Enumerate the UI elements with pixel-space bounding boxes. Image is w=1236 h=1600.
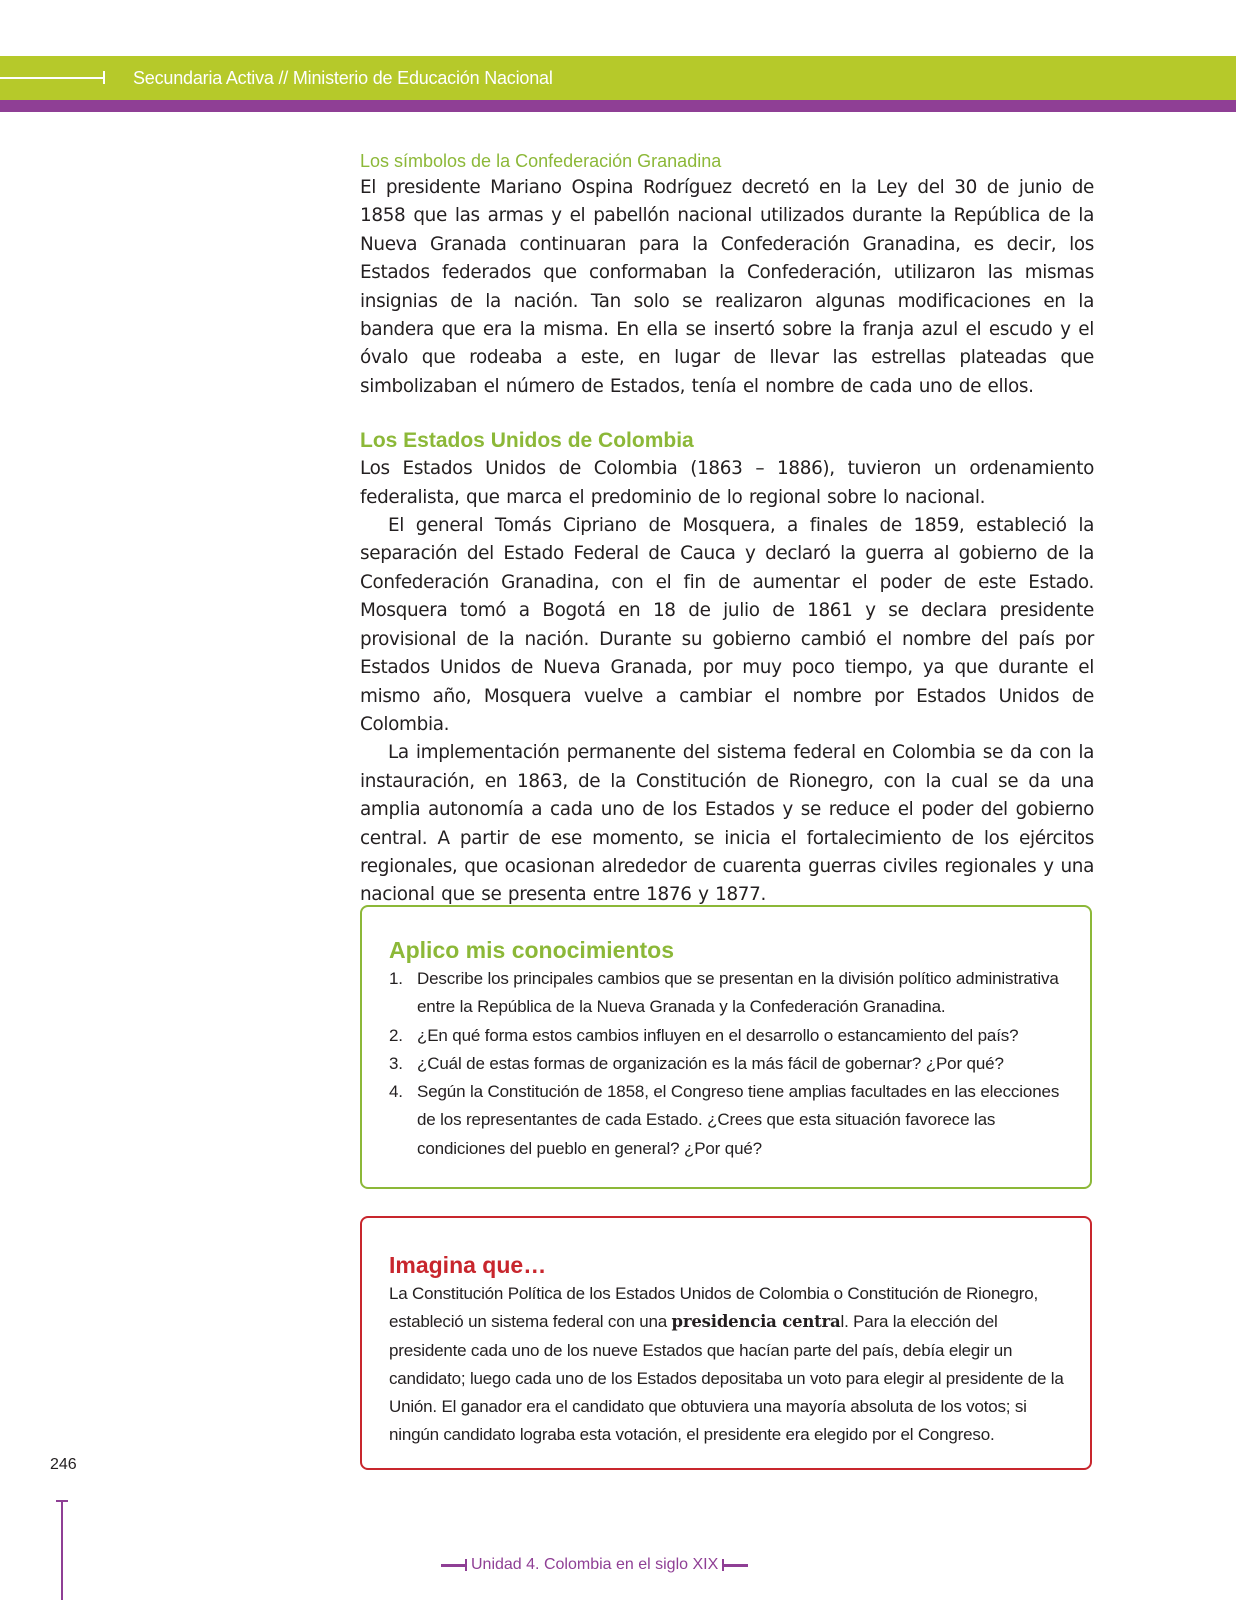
margin-rule-tick — [56, 1500, 68, 1502]
list-item — [389, 1050, 1064, 1078]
section-title-estados-unidos: Los Estados Unidos de Colombia — [360, 429, 694, 453]
item-text: ¿Cuál de estas formas de organización es la más fácil de gobernar? ¿Por qué? — [417, 1053, 1004, 1073]
footer — [0, 1553, 1236, 1577]
footer-rule-right — [724, 1564, 748, 1567]
item-text: Según la Constitución de 1858, el Congreso tiene amplias facultades en las elecciones de los representantes de cada Estado. ¿Crees que esta situación favorece las condiciones del pueblo en general? ¿Por qué? — [417, 1082, 1060, 1158]
footer-unit-label: Unidad 4. — [471, 1556, 540, 1573]
imagina-box — [360, 1216, 1092, 1470]
list-item — [389, 1022, 1064, 1050]
item-number: 3. — [389, 1053, 403, 1073]
footer-rule-left — [441, 1564, 465, 1567]
header-accent-bar — [0, 100, 1236, 112]
question-list — [389, 965, 1064, 1163]
imagina-title: Imagina que… — [389, 1252, 547, 1278]
footer-unit-title: Colombia en el siglo XIX — [543, 1556, 719, 1573]
item-text: ¿En qué forma estos cambios influyen en el desarrollo o estancamiento del país? — [417, 1025, 1019, 1045]
section-paragraph: Los Estados Unidos de Colombia (1863 – 1886), tuvieron un ordenamiento federalista, que marca el predominio de lo regional sobre lo nacional. — [360, 458, 1094, 508]
page-number: 246 — [50, 1456, 77, 1473]
footer-tick-left — [465, 1559, 467, 1571]
margin-rule — [61, 1500, 63, 1600]
aplico-box — [360, 905, 1092, 1189]
section-paragraph: La implementación permanente del sistema federal en Colombia se da con la instauración, en 1863, de la Constitución de Rionegro, con la cual se da una amplia autonomía a cada uno de los Estados y se reduce el poder del gobierno central. A partir de ese momento, se inicia el fortalecimiento de los ejércitos regionales, que ocasionan alrededor de cuarenta guerras civiles regionales y una nacional que se presenta entre 1876 y 1877. — [360, 742, 1094, 906]
footer-content — [441, 1553, 748, 1577]
header-rule-tick — [103, 71, 105, 84]
imagina-text: La Constitución Política de los Estados Unidos de Colombia o Constitución de Rionegro, estableció un sistema federal con una — [389, 1284, 1039, 1332]
imagina-bold-term: presidencia centra — [671, 1312, 841, 1332]
header-rule — [0, 77, 104, 79]
section-paragraph: El presidente Mariano Ospina Rodríguez decretó en la Ley del 30 de junio de 1858 que las armas y el pabellón nacional utilizados durante la República de la Nueva Granada continuaran para la Confederación Granadina, es decir, los Estados federados que conformaban la Confederación, utilizaron las mismas insignias de la nación. Tan solo se realizaron algunas modificaciones en la bandera que era la misma. En ella se insertó sobre la franja azul el escudo y el óvalo que rodeaba a este, en lugar de llevar las estrellas plateadas que simbolizaban el número de Estados, tenía el nombre de cada uno de ellos. — [360, 177, 1094, 397]
item-text: Describe los principales cambios que se presentan en la división político administrativa entre la República de la Nueva Granada y la Confederación Granadina. — [417, 969, 1059, 1017]
aplico-title: Aplico mis conocimientos — [389, 937, 674, 963]
item-number: 2. — [389, 1025, 403, 1045]
section-paragraph: El general Tomás Cipriano de Mosquera, a finales de 1859, estableció la separación del Estado Federal de Cauca y declaró la guerra al gobierno de la Confederación Granadina, con el fin de aumentar el poder de este Estado. Mosquera tomó a Bogotá en 18 de julio de 1861 y se declara presidente provisional de la nación. Durante su gobierno cambió el nombre del país por Estados Unidos de Nueva Granada, por muy poco tiempo, ya que durante el mismo año, Mosquera vuelve a cambiar el nombre por Estados Unidos de Colombia. — [360, 515, 1094, 735]
list-item — [389, 965, 1064, 1022]
item-number: 1. — [389, 969, 403, 988]
section-title-simbolos: Los símbolos de la Confederación Granadina — [360, 151, 722, 171]
footer-unit — [471, 1556, 718, 1574]
imagina-text: l. Para la elección del presidente cada uno de los nueve Estados que hacían parte del país, debía elegir un candidato; luego cada uno de los Estados depositaba un voto para elegir al presidente de la Unión. El ganador era el candidato que obtuviera una mayoría absoluta de los votos; si ningún candidato lograba esta votación, el presidente era elegido por el Congreso. — [389, 1312, 1064, 1445]
main-content — [360, 148, 1094, 910]
header-title: Secundaria Activa // Ministerio de Educación Nacional — [133, 68, 553, 88]
list-item — [389, 1078, 1064, 1163]
imagina-paragraph — [389, 1280, 1064, 1450]
item-number: 4. — [389, 1082, 403, 1102]
